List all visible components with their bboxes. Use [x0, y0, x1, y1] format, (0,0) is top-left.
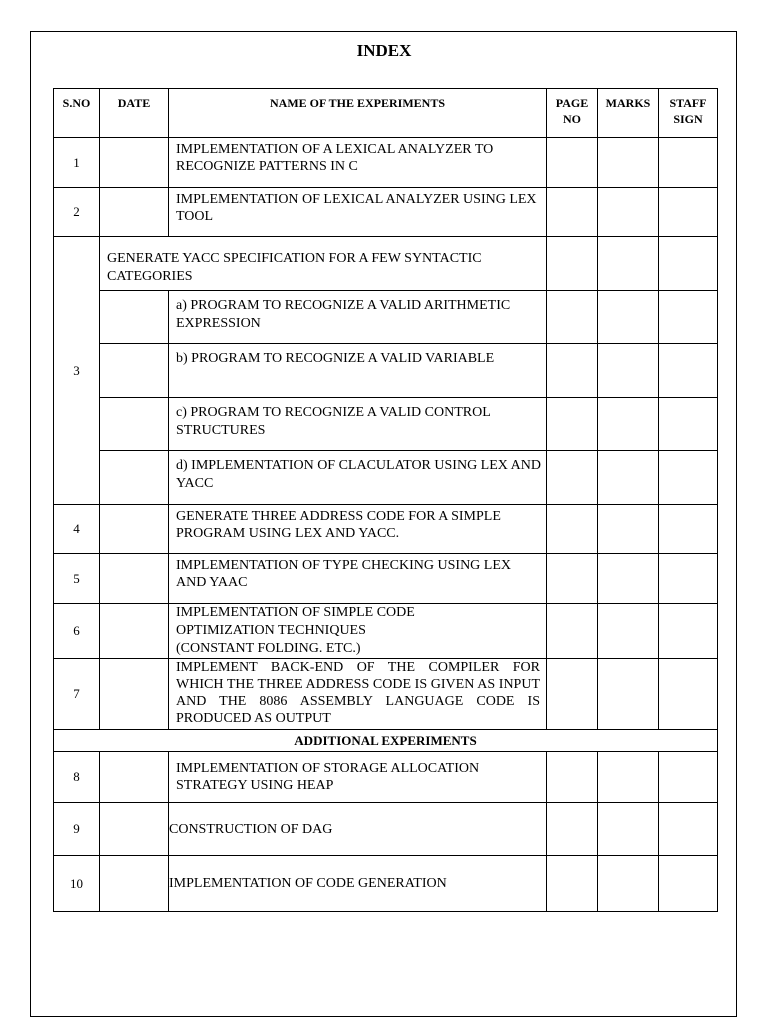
experiment-name: GENERATE THREE ADDRESS CODE FOR A SIMPLE PROGRAM USING LEX AND YACC. — [169, 505, 547, 554]
header-staff-sign: STAFF SIGN — [659, 89, 718, 138]
page-no-cell — [547, 505, 598, 554]
row-sno: 4 — [54, 505, 100, 554]
staff-sign-cell — [659, 752, 718, 803]
row-sno: 6 — [54, 604, 100, 659]
page-no-cell — [547, 451, 598, 505]
marks-cell — [598, 659, 659, 730]
additional-experiments-heading: ADDITIONAL EXPERIMENTS — [54, 730, 718, 752]
marks-cell — [598, 604, 659, 659]
experiment-name: IMPLEMENTATION OF LEXICAL ANALYZER USING LEX TOOL — [169, 188, 547, 237]
date-cell — [100, 138, 169, 188]
additional-heading-row — [54, 730, 718, 752]
page-no-cell — [547, 188, 598, 237]
staff-sign-cell — [659, 604, 718, 659]
experiment-name: CONSTRUCTION OF DAG — [169, 803, 547, 856]
experiment-subitem: a) PROGRAM TO RECOGNIZE A VALID ARITHMETIC EXPRESSION — [169, 291, 547, 344]
page-no-cell — [547, 604, 598, 659]
marks-cell — [598, 554, 659, 604]
date-cell — [100, 554, 169, 604]
row-sno: 3 — [54, 237, 100, 505]
staff-sign-cell — [659, 803, 718, 856]
staff-sign-cell — [659, 856, 718, 912]
table-subrow — [54, 291, 718, 344]
date-cell — [100, 188, 169, 237]
date-cell — [100, 803, 169, 856]
date-cell — [100, 752, 169, 803]
page-no-cell — [547, 752, 598, 803]
row-sno: 8 — [54, 752, 100, 803]
marks-cell — [598, 237, 659, 291]
experiment-group-name: GENERATE YACC SPECIFICATION FOR A FEW SYNTACTIC CATEGORIES — [100, 237, 547, 291]
date-cell — [100, 451, 169, 505]
page-no-cell — [547, 291, 598, 344]
marks-cell — [598, 856, 659, 912]
table-row — [54, 856, 718, 912]
staff-sign-cell — [659, 554, 718, 604]
table-row — [54, 554, 718, 604]
staff-sign-cell — [659, 138, 718, 188]
table-row — [54, 188, 718, 237]
row-sno: 10 — [54, 856, 100, 912]
staff-sign-cell — [659, 291, 718, 344]
marks-cell — [598, 188, 659, 237]
table-row — [54, 505, 718, 554]
marks-cell — [598, 803, 659, 856]
experiment-name: IMPLEMENTATION OF A LEXICAL ANALYZER TO RECOGNIZE PATTERNS IN C — [169, 138, 547, 188]
date-cell — [100, 344, 169, 398]
experiment-name: IMPLEMENTATION OF STORAGE ALLOCATION STRATEGY USING HEAP — [169, 752, 547, 803]
page-no-cell — [547, 237, 598, 291]
table-row — [54, 138, 718, 188]
row-sno: 7 — [54, 659, 100, 730]
marks-cell — [598, 291, 659, 344]
header-date: DATE — [100, 89, 169, 138]
table-row — [54, 659, 718, 730]
table-subrow — [54, 451, 718, 505]
marks-cell — [598, 451, 659, 505]
table-row — [54, 752, 718, 803]
experiment-subitem: b) PROGRAM TO RECOGNIZE A VALID VARIABLE — [169, 344, 547, 398]
staff-sign-cell — [659, 398, 718, 451]
date-cell — [100, 604, 169, 659]
staff-sign-cell — [659, 188, 718, 237]
row-sno: 2 — [54, 188, 100, 237]
marks-cell — [598, 344, 659, 398]
table-row — [54, 604, 718, 659]
header-row — [54, 89, 718, 138]
date-cell — [100, 398, 169, 451]
experiment-name: IMPLEMENTATION OF CODE GENERATION — [169, 856, 547, 912]
date-cell — [100, 659, 169, 730]
staff-sign-cell — [659, 344, 718, 398]
page-no-cell — [547, 344, 598, 398]
table-row — [54, 237, 718, 291]
staff-sign-cell — [659, 237, 718, 291]
table-subrow — [54, 398, 718, 451]
date-cell — [100, 505, 169, 554]
marks-cell — [598, 505, 659, 554]
page-no-cell — [547, 138, 598, 188]
table-subrow — [54, 344, 718, 398]
row-sno: 5 — [54, 554, 100, 604]
page-title: INDEX — [356, 41, 412, 60]
row-sno: 9 — [54, 803, 100, 856]
page-no-cell — [547, 554, 598, 604]
date-cell — [100, 856, 169, 912]
date-cell — [100, 291, 169, 344]
page-no-cell — [547, 398, 598, 451]
staff-sign-cell — [659, 505, 718, 554]
staff-sign-cell — [659, 659, 718, 730]
staff-sign-cell — [659, 451, 718, 505]
page-no-cell — [547, 856, 598, 912]
table-row — [54, 803, 718, 856]
experiment-subitem: d) IMPLEMENTATION OF CLACULATOR USING LEX AND YACC — [169, 451, 547, 505]
header-marks: MARKS — [598, 89, 659, 138]
marks-cell — [598, 398, 659, 451]
marks-cell — [598, 138, 659, 188]
page-no-cell — [547, 803, 598, 856]
experiment-subitem: c) PROGRAM TO RECOGNIZE A VALID CONTROL STRUCTURES — [169, 398, 547, 451]
index-table — [53, 88, 718, 912]
marks-cell — [598, 752, 659, 803]
page-no-cell — [547, 659, 598, 730]
experiment-name: IMPLEMENTATION OF TYPE CHECKING USING LEX AND YAAC — [169, 554, 547, 604]
experiment-name: IMPLEMENTATION OF SIMPLE CODE OPTIMIZATION TECHNIQUES (CONSTANT FOLDING. ETC.) — [169, 604, 547, 659]
row-sno: 1 — [54, 138, 100, 188]
experiment-name: IMPLEMENT BACK-END OF THE COMPILER FOR WHICH THE THREE ADDRESS CODE IS GIVEN AS INPUT AND THE 8086 ASSEMBLY LANGUAGE CODE IS PRODUCED AS OUTPUT — [169, 659, 547, 730]
header-page-no: PAGE NO — [547, 89, 598, 138]
header-sno: S.NO — [54, 89, 100, 138]
header-name: NAME OF THE EXPERIMENTS — [169, 89, 547, 138]
